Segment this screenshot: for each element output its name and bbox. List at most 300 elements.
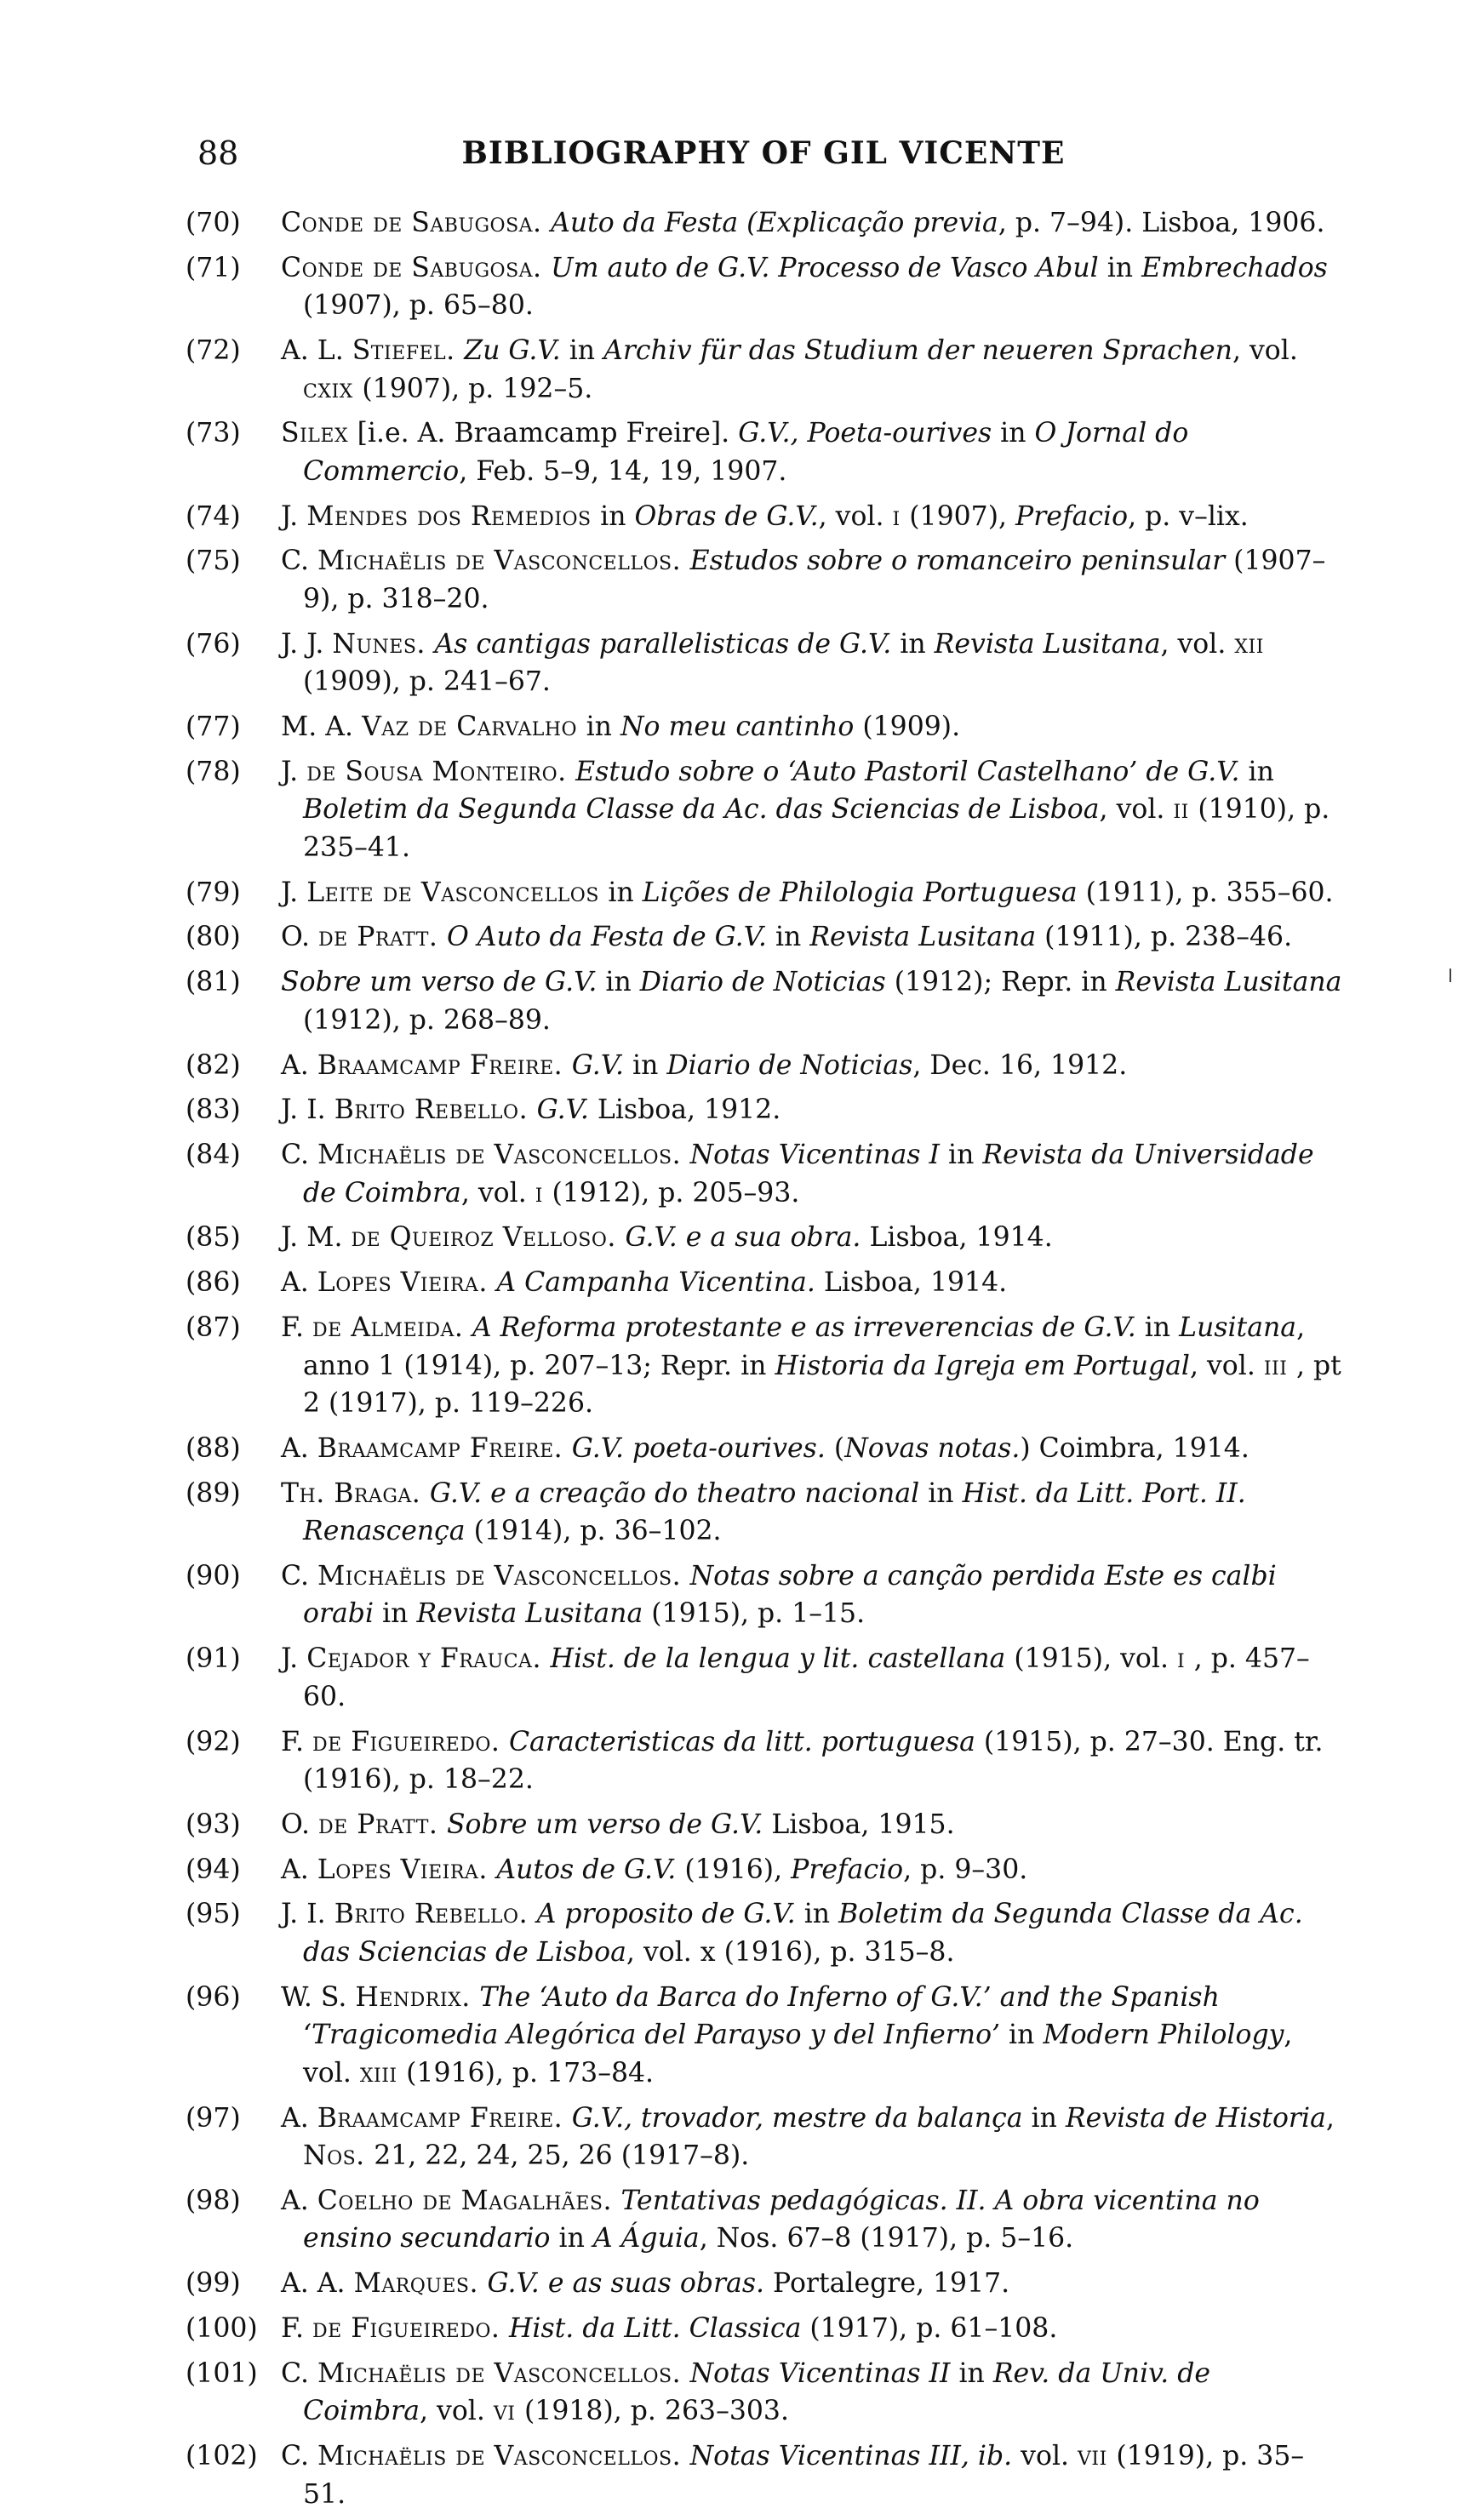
entry-title: Lições de Philologia Portuguesa xyxy=(642,877,1078,908)
bibliography-list xyxy=(186,204,1352,2520)
entry-author: Conde de Sabugosa. xyxy=(281,208,552,238)
entry-number: (84) xyxy=(186,1140,241,1171)
entry-text-run: J. J. xyxy=(281,628,333,660)
entry-author: Cejador y Frauca. xyxy=(306,1643,551,1675)
bibliography-entry xyxy=(186,963,1352,1039)
entry-text-run: in xyxy=(795,1899,839,1930)
entry-title: The ‘Auto da Barca do Inferno of G.V.’ and the Spanish ‘Tragicomedia Alegórica del Parayso y del Infierno’ xyxy=(303,1981,1220,2051)
entry-text-run: A. xyxy=(281,1432,317,1464)
entry-text xyxy=(281,249,1343,325)
entry-text xyxy=(281,1475,1343,1551)
bibliography-entry xyxy=(186,708,1352,746)
entry-text-run: C. xyxy=(281,2357,318,2389)
entry-number: (72) xyxy=(186,335,241,367)
bibliography-entry xyxy=(186,1979,1352,2093)
entry-text xyxy=(281,1091,1343,1129)
entry-text-run: C. xyxy=(281,1140,318,1171)
entry-text-run: in xyxy=(992,418,1035,449)
entry-text-run: J. xyxy=(281,500,307,532)
entry-author: Lopes Vieira. xyxy=(317,1267,497,1299)
entry-text-run: (1911), p. 355–60. xyxy=(1077,877,1334,908)
entry-title: Novas notas. xyxy=(844,1432,1021,1464)
entry-text-run: A. xyxy=(281,2185,317,2216)
entry-text-run: , Nos. 67–8 (1917), p. 5–16. xyxy=(699,2223,1074,2254)
entry-text-run: (1911), p. 238–46. xyxy=(1036,922,1293,953)
entry-text-run: O. xyxy=(281,1809,319,1840)
margin-mark xyxy=(1450,969,1451,982)
entry-author: de Sousa Monteiro. xyxy=(306,756,576,787)
bibliography-entry xyxy=(186,1264,1352,1302)
entry-number: (93) xyxy=(186,1809,241,1840)
entry-number: (76) xyxy=(186,628,241,660)
entry-author: Leite de Vasconcellos xyxy=(306,877,609,908)
entry-text xyxy=(281,332,1343,408)
entry-number: (80) xyxy=(186,922,241,953)
entry-text-run: , anno 1 (1914), p. 207–13; Repr. in xyxy=(303,1312,1306,1381)
entry-title: Diario de Noticias xyxy=(666,1049,913,1081)
entry-text xyxy=(281,2355,1343,2431)
entry-title: Sobre um verso de G.V. xyxy=(281,967,598,998)
entry-text xyxy=(281,874,1343,912)
bibliography-entry xyxy=(186,1475,1352,1551)
entry-text-run: (1907), xyxy=(909,500,1016,532)
entry-text-run: J. xyxy=(281,1643,307,1675)
entry-text-run: in xyxy=(597,967,640,998)
entry-title: Hist. da Litt. Port. II. Renascença xyxy=(303,1477,1246,1547)
entry-title: Revista da Universidade de Coimbra xyxy=(303,1140,1314,1209)
entry-author: Michaëlis de Vasconcellos. xyxy=(317,546,690,577)
entry-text xyxy=(281,2265,1343,2303)
entry-title: Hist. da Litt. Classica xyxy=(508,2312,802,2344)
entry-text-run: vol. xyxy=(1012,2441,1078,2471)
entry-text-run: [i.e. A. Braamcamp Freire]. xyxy=(357,418,739,449)
entry-title: Caracteristicas da litt. portuguesa xyxy=(508,1726,975,1757)
entry-text xyxy=(281,414,1343,490)
entry-author: de Pratt. xyxy=(318,1809,447,1840)
entry-text-run: in xyxy=(766,922,810,953)
page-number: 88 xyxy=(197,134,239,172)
entry-text xyxy=(281,2310,1343,2348)
entry-text xyxy=(281,2437,1343,2513)
entry-author: Michaëlis de Vasconcellos. xyxy=(317,1140,690,1171)
entry-text-run: A. xyxy=(281,1049,317,1081)
bibliography-entry xyxy=(186,414,1352,490)
entry-text xyxy=(281,1309,1343,1423)
entry-number: (86) xyxy=(186,1267,241,1299)
entry-text-run: , p. 7–94). Lisboa, 1906. xyxy=(998,208,1325,238)
entry-number: (96) xyxy=(186,1981,241,2013)
entry-number: (101) xyxy=(186,2357,258,2389)
entry-title: Revista Lusitana xyxy=(416,1598,643,1630)
entry-text-run: Lisboa, 1914. xyxy=(861,1222,1053,1254)
entry-number: (89) xyxy=(186,1477,241,1509)
bibliography-entry xyxy=(186,1047,1352,1085)
bibliography-entry xyxy=(186,2437,1352,2513)
entry-title: Diario de Noticias xyxy=(639,967,886,998)
bibliography-entry xyxy=(186,918,1352,957)
entry-text-run: , vol. xyxy=(303,2020,1293,2089)
entry-text xyxy=(281,542,1343,618)
entry-text-run: in xyxy=(560,335,604,367)
bibliography-entry xyxy=(186,2310,1352,2348)
entry-text-run: in xyxy=(919,1477,963,1509)
entry-text-run: in xyxy=(586,711,620,743)
entry-text xyxy=(281,2100,1343,2175)
entry-text-run: , vol. x (1916), p. 315–8. xyxy=(626,1936,955,1968)
entry-text-run: F. xyxy=(281,1726,312,1757)
entry-text-run: A. xyxy=(281,2102,317,2134)
entry-author: de Pratt. xyxy=(318,922,447,953)
entry-text-run: A. xyxy=(281,1854,317,1885)
entry-number: (77) xyxy=(186,711,241,743)
entry-author: Hendrix. xyxy=(355,1981,480,2013)
entry-text-run: J. M. xyxy=(281,1222,352,1254)
bibliography-entry xyxy=(186,1091,1352,1129)
entry-text-run: , xyxy=(1325,2102,1335,2134)
entry-title: Modern Philology xyxy=(1043,2020,1284,2051)
entry-title: Obras de G.V. xyxy=(634,500,819,532)
entry-title: Rev. da Univ. de Coimbra xyxy=(303,2357,1211,2427)
entry-text-run: J. I. xyxy=(281,1899,335,1930)
entry-author: Silex xyxy=(281,418,357,449)
entry-text xyxy=(281,626,1343,701)
entry-title: Estudos sobre o romanceiro peninsular xyxy=(689,546,1226,577)
entry-number: (83) xyxy=(186,1094,241,1126)
entry-text-run: F. xyxy=(281,1312,312,1344)
entry-text-run: in xyxy=(1135,1312,1180,1344)
entry-title: Notas Vicentinas III, ib. xyxy=(689,2441,1013,2471)
entry-title: G.V. poeta-ourives. xyxy=(571,1432,826,1464)
entry-text-run: in xyxy=(891,628,935,660)
entry-text-run: in xyxy=(1239,756,1274,787)
entry-author: de Figueiredo. xyxy=(312,2312,509,2344)
entry-author: Michaëlis de Vasconcellos. xyxy=(317,2357,690,2389)
entry-title: Tentativas pedagógicas. II. A obra vicentina no ensino secundario xyxy=(303,2185,1260,2254)
entry-author: xii xyxy=(1234,628,1264,660)
bibliography-entry xyxy=(186,753,1352,867)
entry-author: i xyxy=(892,500,910,532)
entry-text xyxy=(281,1806,1343,1844)
entry-number: (94) xyxy=(186,1854,241,1885)
bibliography-entry xyxy=(186,1309,1352,1423)
entry-text-run: (1907), p. 192–5. xyxy=(362,373,593,404)
entry-number: (95) xyxy=(186,1899,241,1930)
page-header xyxy=(197,128,1329,179)
entry-number: (75) xyxy=(186,546,241,577)
bibliography-entry xyxy=(186,1723,1352,1799)
bibliography-entry xyxy=(186,2265,1352,2303)
entry-title: Revista Lusitana xyxy=(1115,967,1342,998)
entry-author: vi xyxy=(493,2396,524,2427)
entry-title: No meu cantinho xyxy=(620,711,855,743)
entry-title: Zu G.V. xyxy=(464,335,561,367)
entry-number: (102) xyxy=(186,2441,258,2471)
entry-title: Estudo sobre o ‘Auto Pastoril Castelhano’ de G.V. xyxy=(575,756,1240,787)
bibliography-entry xyxy=(186,1806,1352,1844)
entry-text-run: (1915), vol. xyxy=(1005,1643,1177,1675)
entry-title: Revista Lusitana xyxy=(934,628,1161,660)
bibliography-entry xyxy=(186,1557,1352,1633)
entry-author: Michaëlis de Vasconcellos. xyxy=(317,2441,690,2471)
entry-text-run: (1918), p. 263–303. xyxy=(524,2396,789,2427)
entry-text-run: in xyxy=(624,1049,667,1081)
entry-text-run: in xyxy=(600,500,635,532)
entry-author: Conde de Sabugosa. xyxy=(281,252,552,283)
entry-title: A Águia xyxy=(592,2223,700,2254)
entry-text xyxy=(281,1557,1343,1633)
entry-text-run: , vol. xyxy=(1099,794,1174,826)
entry-text xyxy=(281,1219,1343,1257)
entry-author: i xyxy=(535,1177,552,1209)
entry-text-run: (1909). xyxy=(854,711,961,743)
entry-number: (79) xyxy=(186,877,241,908)
entry-title: G.V. e as suas obras. xyxy=(487,2268,765,2300)
entry-text-run: , p. 9–30. xyxy=(903,1854,1028,1885)
entry-title: G.V. e a sua obra. xyxy=(625,1222,861,1254)
entry-text-run: Lisboa, 1915. xyxy=(763,1809,955,1840)
entry-title: A Reforma protestante e as irreverencias de G.V. xyxy=(472,1312,1136,1344)
entry-author: de Queiroz Velloso. xyxy=(351,1222,626,1254)
entry-author: Braamcamp Freire. xyxy=(317,1432,572,1464)
bibliography-entry xyxy=(186,2355,1352,2431)
entry-author: de Figueiredo. xyxy=(312,1726,509,1757)
entry-number: (73) xyxy=(186,418,241,449)
entry-title: G.V. e a creação do theatro nacional xyxy=(429,1477,920,1509)
bibliography-entry xyxy=(186,626,1352,701)
entry-text-run: M. A. xyxy=(281,711,363,743)
entry-text-run: (1915), p. 1–15. xyxy=(643,1598,866,1630)
entry-text-run: , vol. xyxy=(1160,628,1235,660)
entry-author: iii xyxy=(1263,1350,1296,1381)
entry-author: ii xyxy=(1173,794,1198,826)
entry-text xyxy=(281,918,1343,957)
entry-number: (74) xyxy=(186,500,241,532)
entry-text xyxy=(281,1047,1343,1085)
entry-number: (88) xyxy=(186,1432,241,1464)
entry-title: Prefacio xyxy=(1015,500,1129,532)
entry-text-run: W. S. xyxy=(281,1981,356,2013)
bibliography-entry xyxy=(186,1219,1352,1257)
entry-title: Notas Vicentinas I xyxy=(689,1140,940,1171)
entry-text-run: A. A. xyxy=(281,2268,354,2300)
entry-author: Lopes Vieira. xyxy=(317,1854,497,1885)
entry-text-run: (1919), p. 35–51. xyxy=(303,2441,1305,2510)
bibliography-entry xyxy=(186,874,1352,912)
bibliography-entry xyxy=(186,542,1352,618)
entry-text-run: Lisboa, 1914. xyxy=(815,1267,1008,1299)
entry-text-run: Portalegre, 1917. xyxy=(764,2268,1010,2300)
entry-number: (99) xyxy=(186,2268,241,2300)
entry-text-run: in xyxy=(940,1140,983,1171)
entry-author: Brito Rebello. xyxy=(334,1899,537,1930)
entry-number: (85) xyxy=(186,1222,241,1254)
entry-author: de Almeida. xyxy=(312,1312,472,1344)
entry-text xyxy=(281,498,1343,536)
running-title: BIBLIOGRAPHY OF GIL VICENTE xyxy=(461,135,1066,171)
entry-title: Archiv für das Studium der neueren Sprachen xyxy=(603,335,1232,367)
entry-title: Embrechados xyxy=(1141,252,1328,283)
entry-author: Brito Rebello. xyxy=(334,1094,537,1126)
entry-text-run: A. L. xyxy=(281,335,352,367)
entry-title: As cantigas parallelisticas de G.V. xyxy=(434,628,892,660)
entry-text-run: in xyxy=(1098,252,1142,283)
entry-text xyxy=(281,1723,1343,1799)
bibliography-entry xyxy=(186,1136,1352,1212)
entry-author: Vaz de Carvalho xyxy=(362,711,586,743)
entry-number: (70) xyxy=(186,208,241,238)
entry-title: G.V., trovador, mestre da balança xyxy=(571,2102,1023,2134)
entry-text-run: C. xyxy=(281,2441,318,2471)
entry-text-run: F. xyxy=(281,2312,312,2344)
entry-text-run: 21, 22, 24, 25, 26 (1917–8). xyxy=(374,2140,750,2172)
entry-text xyxy=(281,204,1343,243)
entry-author: Braamcamp Freire. xyxy=(317,2102,572,2134)
entry-author: Braamcamp Freire. xyxy=(317,1049,572,1081)
bibliography-entry xyxy=(186,249,1352,325)
entry-text-run: ( xyxy=(825,1432,845,1464)
entry-title: Sobre um verso de G.V. xyxy=(446,1809,763,1840)
entry-title: O Auto da Festa de G.V. xyxy=(446,922,767,953)
entry-number: (100) xyxy=(186,2312,258,2344)
entry-text-run: (1909), p. 241–67. xyxy=(303,666,551,698)
entry-text-run: ) Coimbra, 1914. xyxy=(1020,1432,1249,1464)
bibliography-entry xyxy=(186,332,1352,408)
entry-title: G.V. xyxy=(571,1049,624,1081)
entry-text-run: J. I. xyxy=(281,1094,335,1126)
entry-title: G.V. xyxy=(536,1094,589,1126)
entry-text-run: (1907), p. 65–80. xyxy=(303,290,534,322)
entry-text-run: (1916), p. 173–84. xyxy=(406,2057,655,2089)
entry-title: Revista de Historia xyxy=(1065,2102,1326,2134)
entry-text-run: (1912); Repr. in xyxy=(885,967,1116,998)
entry-text-run: J. xyxy=(281,756,307,787)
entry-text-run: (1910), p. 235–41. xyxy=(303,794,1330,863)
entry-text-run: in xyxy=(550,2223,593,2254)
entry-title: A Campanha Vicentina. xyxy=(496,1267,815,1299)
entry-title: Notas sobre a canção perdida Este es calbi orabi xyxy=(303,1560,1277,1630)
entry-number: (82) xyxy=(186,1049,241,1081)
bibliography-entry xyxy=(186,1851,1352,1889)
entry-title: Prefacio xyxy=(791,1854,904,1885)
entry-author: vii xyxy=(1078,2441,1117,2471)
bibliography-entry xyxy=(186,2100,1352,2175)
entry-title: Auto da Festa (Explicação previa xyxy=(551,208,998,238)
entry-text-run: , Dec. 16, 1912. xyxy=(912,1049,1128,1081)
entry-text-run: in xyxy=(374,1598,417,1630)
entry-text-run: , vol. xyxy=(1189,1350,1264,1381)
entry-title: Um auto de G.V. Processo de Vasco Abul xyxy=(551,252,1099,283)
entry-text-run: (1912), p. 205–93. xyxy=(552,1177,800,1209)
entry-text-run: , vol. xyxy=(420,2396,494,2427)
entry-text xyxy=(281,1979,1343,2093)
entry-text xyxy=(281,1430,1343,1468)
entry-text-run: C. xyxy=(281,546,318,577)
entry-author: Mendes dos Remedios xyxy=(306,500,601,532)
entry-text-run: (1907–9), p. 318–20. xyxy=(303,546,1326,614)
entry-text xyxy=(281,708,1343,746)
entry-number: (78) xyxy=(186,756,241,787)
entry-text-run: A. xyxy=(281,1267,317,1299)
entry-author: Nos. xyxy=(303,2140,375,2172)
entry-text-run: in xyxy=(1022,2102,1066,2134)
bibliography-entry xyxy=(186,2182,1352,2258)
entry-text xyxy=(281,2182,1343,2258)
entry-title: Autos de G.V. xyxy=(496,1854,677,1885)
entry-text-run: Lisboa, 1912. xyxy=(588,1094,781,1126)
entry-text xyxy=(281,1136,1343,1212)
bibliography-entry xyxy=(186,1640,1352,1716)
entry-text-run: O. xyxy=(281,922,319,953)
entry-text-run: in xyxy=(1000,2020,1044,2051)
bibliography-entry xyxy=(186,204,1352,243)
entry-number: (92) xyxy=(186,1726,241,1757)
entry-title: Notas Vicentinas II xyxy=(689,2357,951,2389)
bibliography-entry xyxy=(186,1430,1352,1468)
entry-author: Coelho de Magalhães. xyxy=(317,2185,621,2216)
entry-title: Revista Lusitana xyxy=(809,922,1037,953)
entry-text-run: in xyxy=(950,2357,993,2389)
entry-title: Boletim da Segunda Classe da Ac. das Sciencias de Lisboa xyxy=(303,1899,1303,1968)
entry-text-run: (1915), p. 27–30. Eng. tr. (1916), p. 18–22. xyxy=(303,1726,1324,1796)
entry-author: Michaëlis de Vasconcellos. xyxy=(317,1560,690,1591)
entry-title: A proposito de G.V. xyxy=(536,1899,796,1930)
entry-title: Hist. de la lengua y lit. castellana xyxy=(550,1643,1006,1675)
entry-author: xiii xyxy=(359,2057,407,2089)
entry-author: Stiefel. xyxy=(352,335,465,367)
entry-title: G.V., Poeta-ourives xyxy=(738,418,992,449)
entry-author: cxix xyxy=(303,373,363,404)
entry-title: Lusitana xyxy=(1179,1312,1297,1344)
entry-text xyxy=(281,1640,1343,1716)
entry-number: (71) xyxy=(186,252,241,283)
entry-number: (91) xyxy=(186,1643,241,1675)
entry-title: O Jornal do Commercio xyxy=(303,418,1189,487)
entry-number: (98) xyxy=(186,2185,241,2216)
entry-text-run: J. xyxy=(281,877,307,908)
entry-author: Th. Braga. xyxy=(281,1477,430,1509)
entry-text-run: , vol. xyxy=(818,500,893,532)
entry-text xyxy=(281,753,1343,867)
entry-text xyxy=(281,1895,1343,1971)
entry-text-run: (1916), xyxy=(676,1854,792,1885)
entry-author: Marques. xyxy=(353,2268,488,2300)
entry-text-run: (1917), p. 61–108. xyxy=(801,2312,1058,2344)
entry-number: (87) xyxy=(186,1312,241,1344)
bibliography-entry xyxy=(186,1895,1352,1971)
entry-text xyxy=(281,963,1343,1039)
entry-text-run: in xyxy=(608,877,643,908)
entry-author: Nunes. xyxy=(332,628,435,660)
entry-text-run: C. xyxy=(281,1560,318,1591)
bibliography-entry xyxy=(186,498,1352,536)
entry-text-run: , pt 2 (1917), p. 119–226. xyxy=(303,1350,1341,1420)
entry-text-run: (1914), p. 36–102. xyxy=(465,1516,722,1547)
entry-title: Historia da Igreja em Portugal xyxy=(775,1350,1190,1381)
entry-author: i xyxy=(1177,1643,1194,1675)
entry-number: (97) xyxy=(186,2102,241,2134)
entry-text xyxy=(281,1851,1343,1889)
entry-number: (81) xyxy=(186,967,241,998)
entry-text-run: , vol. xyxy=(1232,335,1298,367)
entry-text-run: , vol. xyxy=(460,1177,535,1209)
entry-title: Boletim da Segunda Classe da Ac. das Sciencias de Lisboa xyxy=(303,794,1100,826)
entry-text-run: , Feb. 5–9, 14, 19, 1907. xyxy=(459,455,787,487)
entry-number: (90) xyxy=(186,1560,241,1591)
entry-text xyxy=(281,1264,1343,1302)
entry-text-run: , p. 457–60. xyxy=(303,1643,1310,1712)
entry-text-run: , p. v–lix. xyxy=(1128,500,1249,532)
entry-text-run: (1912), p. 268–89. xyxy=(303,1004,551,1036)
